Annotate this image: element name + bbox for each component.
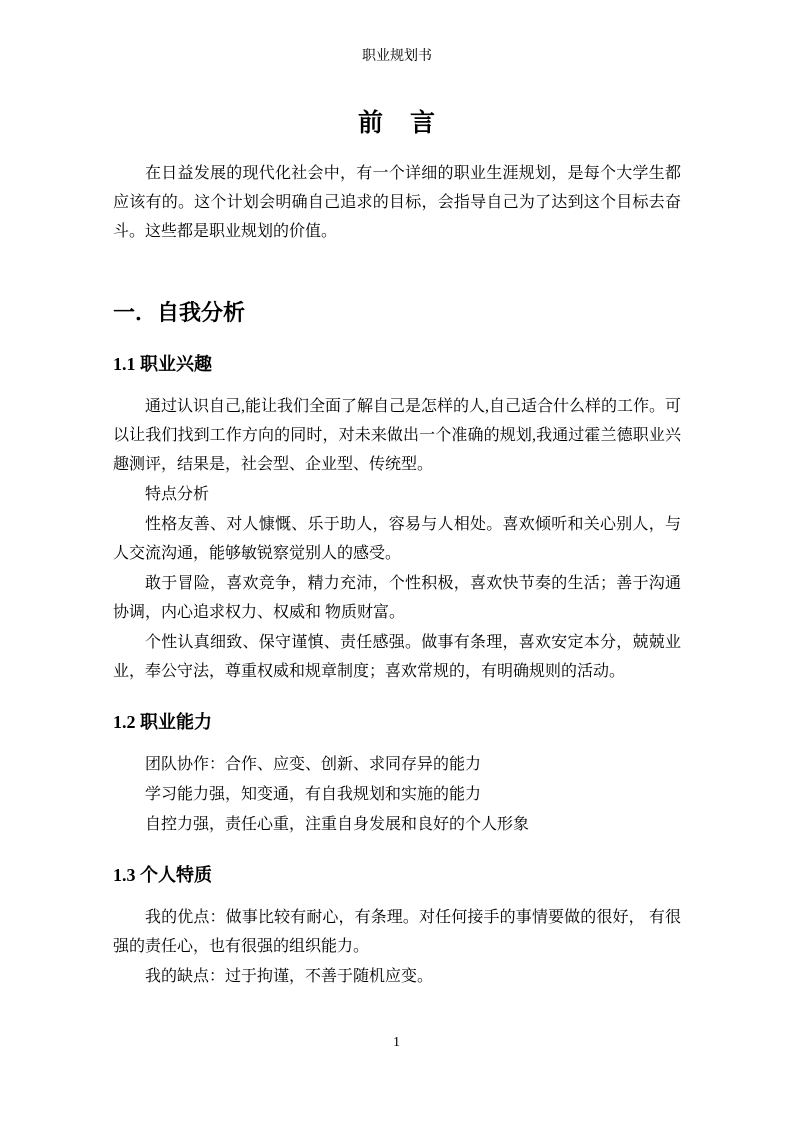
document-title: 前 言 [357,109,436,137]
subsection-heading-career-ability: 1.2 职业能力 [113,712,212,732]
preface-paragraph: 在日益发展的现代化社会中，有一个详细的职业生涯规划，是每个大学生都应该有的。这个计划会明确自己追求的目标，会指导自己为了达到这个目标去奋斗。这些都是职业规划的价值。 [113,165,681,240]
paragraph-self-control: 自控力强，责任心重，注重自身发展和良好的个人形象 [145,816,530,833]
paragraph-learning: 学习能力强，知变通，有自我规划和实施的能力 [145,786,482,803]
career-interest-body [113,392,681,686]
running-header: 职业规划书 [362,49,432,64]
subsection-heading-personal-traits: 1.3 个人特质 [113,865,212,885]
career-ability-body [113,750,681,839]
section-heading-self-analysis: 一．自我分析 [113,300,246,325]
paragraph-enterprise-type: 敢于冒险，喜欢竞争，精力充沛，个性积极，喜欢快节奏的生活；善于沟通协调，内心追求权力、权威和 物质财富。 [113,575,681,621]
paragraph-traits-label: 特点分析 [145,486,210,503]
paragraph-social-type: 性格友善、对人慷慨、乐于助人，容易与人相处。喜欢倾听和关心别人，与人交流沟通，能够敏锐察觉别人的感受。 [113,516,681,562]
paragraph-strengths: 我的优点：做事比较有耐心，有条理。对任何接手的事情要做的很好， 有很强的责任心，也有很强的组织能力。 [113,909,681,955]
paragraph-teamwork: 团队协作：合作、应变、创新、求同存异的能力 [145,756,482,773]
personal-traits-body [113,903,681,991]
paragraph-weaknesses: 我的缺点：过于拘谨，不善于随机应变。 [145,968,434,985]
subsection-heading-career-interest: 1.1 职业兴趣 [113,354,212,374]
paragraph-interest-intro: 通过认识自己,能让我们全面了解自己是怎样的人,自己适合什么样的工作。可以让我们找到工作方向的同时，对未来做出一个准确的规划,我通过霍兰德职业兴趣测评，结果是，社会型、企业型、传统型。 [113,398,682,473]
paragraph-conventional-type: 个性认真细致、保守谨慎、责任感强。做事有条理，喜欢安定本分，兢兢业业，奉公守法，尊重权威和规章制度；喜欢常规的，有明确规则的活动。 [113,634,681,680]
page-number: 1 [393,1035,400,1050]
